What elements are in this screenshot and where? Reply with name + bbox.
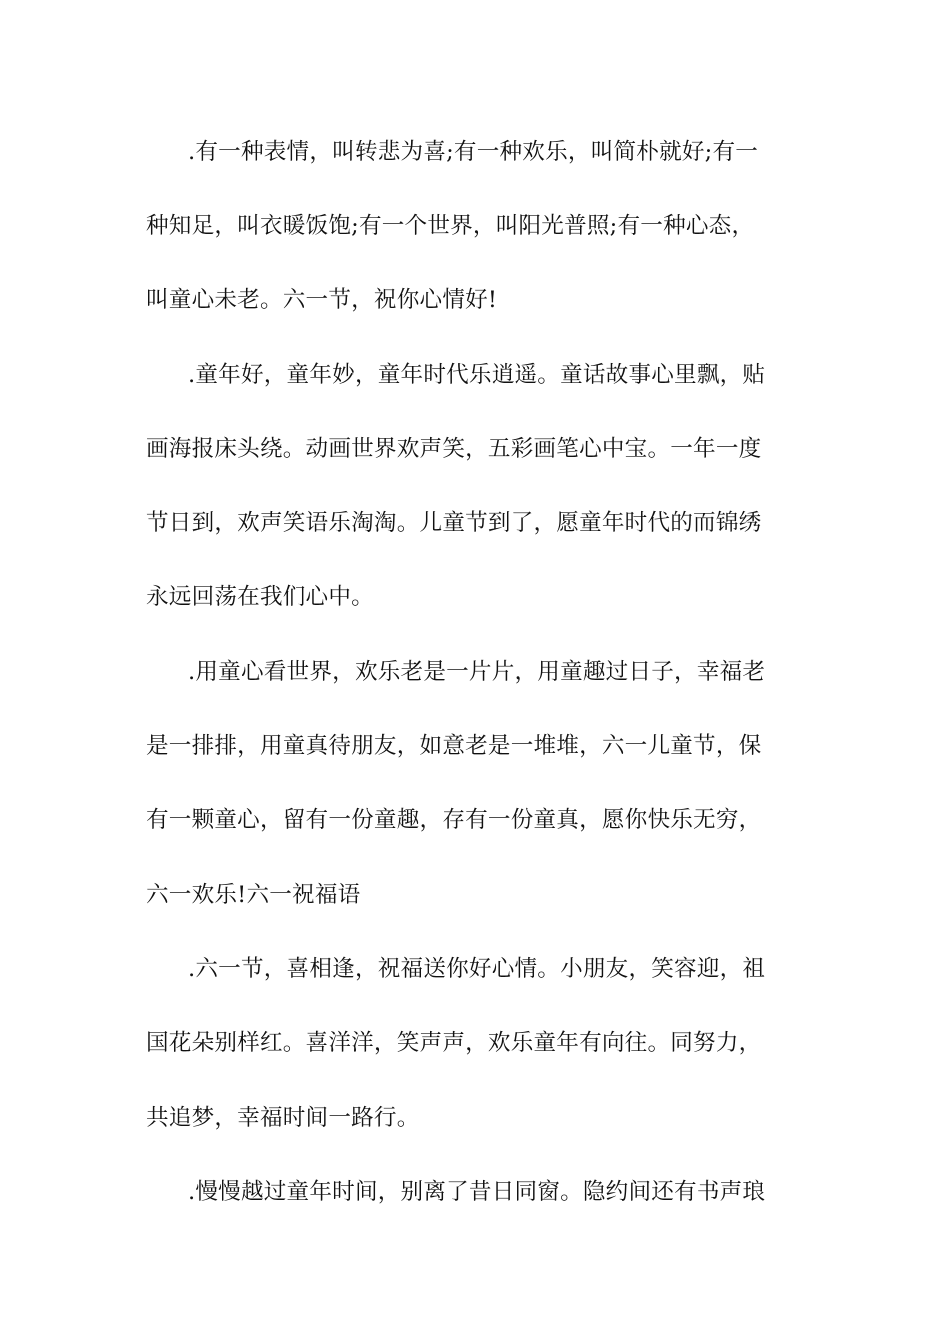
paragraph-1-line-3: 叫童心未老。六一节，祝你心情好! bbox=[146, 287, 498, 313]
paragraph-2-line-4: 永远回荡在我们心中。 bbox=[146, 584, 374, 610]
paragraph-1-line-2: 种知足，叫衣暖饭饱;有一个世界，叫阳光普照;有一种心态， bbox=[146, 213, 755, 239]
paragraph-4-line-3: 共追梦，幸福时间一路行。 bbox=[146, 1105, 420, 1131]
paragraph-3-line-3: 有一颗童心，留有一份童趣，存有一份童真，愿你快乐无穷， bbox=[146, 807, 762, 833]
paragraph-3-line-2: 是一排排，用童真待朋友，如意老是一堆堆，六一儿童节，保 bbox=[146, 733, 762, 759]
paragraph-5-line-1: .慢慢越过童年时间，别离了昔日同窗。隐约间还有书声琅 bbox=[188, 1179, 766, 1205]
paragraph-2-line-1: .童年好，童年妙，童年时代乐逍遥。童话故事心里飘，贴 bbox=[188, 362, 766, 388]
paragraph-3-line-4: 六一欢乐!六一祝福语 bbox=[146, 882, 361, 908]
paragraph-1-line-1: .有一种表情，叫转悲为喜;有一种欢乐，叫简朴就好;有一 bbox=[188, 139, 759, 165]
paragraph-2-line-3: 节日到，欢声笑语乐淘淘。儿童节到了，愿童年时代的而锦绣 bbox=[146, 510, 762, 536]
paragraph-3-line-1: .用童心看世界，欢乐老是一片片，用童趣过日子，幸福老 bbox=[188, 659, 766, 685]
paragraph-4-line-1: .六一节，喜相逢，祝福送你好心情。小朋友，笑容迎，祖 bbox=[188, 956, 766, 982]
paragraph-4-line-2: 国花朵别样红。喜洋洋，笑声声，欢乐童年有向往。同努力， bbox=[146, 1030, 762, 1056]
paragraph-2-line-2: 画海报床头绕。动画世界欢声笑，五彩画笔心中宝。一年一度 bbox=[146, 436, 762, 462]
